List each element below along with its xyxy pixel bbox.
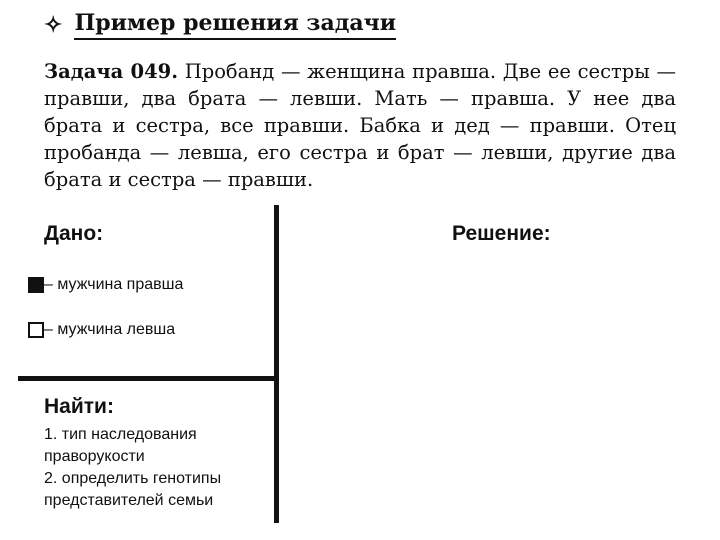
legend-label: – мужчина левша xyxy=(44,321,176,338)
vertical-divider xyxy=(274,205,279,523)
filled-square-icon xyxy=(28,277,44,293)
solution-heading: Решение: xyxy=(452,222,551,245)
find-item: 2. определить генотипы представителей семьи xyxy=(44,470,222,509)
given-heading: Дано: xyxy=(44,222,104,245)
page-header xyxy=(44,10,396,40)
legend-label: – мужчина правша xyxy=(44,276,184,293)
task-text: Пробанд — женщина правша. Две ее сестры — правши, два брата — левши. Мать — правша. У нее два брата и сестра, все правши. Бабка и дед — правши. Отец пробанда — левша, его сестра и брат — левши, другие два брата и сестра — правши. xyxy=(44,60,676,191)
legend-item-left-handed-male xyxy=(28,321,175,339)
task-statement xyxy=(44,58,676,193)
find-list xyxy=(44,424,274,512)
find-heading: Найти: xyxy=(44,395,114,418)
horizontal-divider xyxy=(18,376,278,381)
empty-square-icon xyxy=(28,322,44,338)
four-point-star-icon: ✧ xyxy=(44,12,63,38)
task-number: Задача 049. xyxy=(44,60,179,83)
legend-item-right-handed-male xyxy=(28,276,183,294)
page-title: Пример решения задачи xyxy=(74,10,396,40)
find-item: 1. тип наследования праворукости xyxy=(44,426,197,465)
